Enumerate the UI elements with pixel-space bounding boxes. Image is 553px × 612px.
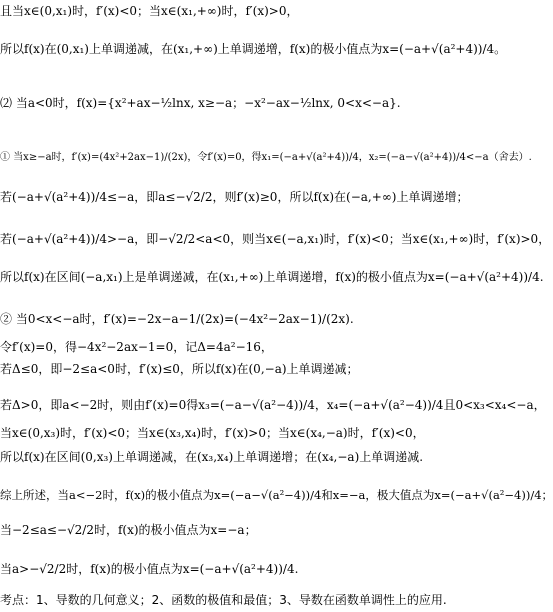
text-line-8: ② 当0<x<−a时，f′(x)=−2x−a−1/(2x)=(−4x²−2ax−1)/(2x). [0, 312, 354, 326]
text-line-2: 所以f(x)在(0,x₁)上单调递减，在(x₁,+∞)上单调递增，f(x)的极小值点为x=(−a+√(a²+4))/4。 [0, 42, 507, 56]
text-line-14: 综上所述，当a<−2时，f(x)的极小值点为x=(−a−√(a²−4))/4和x=−a，极大值点为x=(−a+√(a²−4))/4； [0, 488, 553, 502]
text-line-16: 当a>−√2/2时，f(x)的极小值点为x=(−a+√(a²+4))/4. [0, 562, 299, 576]
text-line-7: 所以f(x)在区间(−a,x₁)上是单调递减，在(x₁,+∞)上单调递增，f(x)的极小值点为x=(−a+√(a²+4))/4. [0, 270, 544, 284]
text-line-6: 若(−a+√(a²+4))/4>−a，即−√2/2<a<0，则当x∈(−a,x₁)时，f′(x)<0；当x∈(x₁,+∞)时，f′(x)>0， [0, 232, 551, 246]
text-line-10: 若Δ≤0，即−2≤a<0时，f′(x)≤0，所以f(x)在(0,−a)上单调递减； [0, 362, 359, 376]
text-line-13: 所以f(x)在区间(0,x₃)上单调递减，在(x₃,x₄)上单调递增；在(x₄,−a)上单调递减. [0, 450, 424, 464]
text-line-11: 若Δ>0，即a<−2时，则由f′(x)=0得x₃=(−a−√(a²−4))/4，x₄=(−a+√(a²−4))/4且0<x₃<x₄<−a， [0, 398, 546, 412]
text-line-1: 且当x∈(0,x₁)时，f′(x)<0；当x∈(x₁,+∞)时，f′(x)>0， [0, 4, 299, 18]
text-line-15: 当−2≤a≤−√2/2时，f(x)的极小值点为x=−a； [0, 523, 257, 537]
text-line-3: ⑵ 当a<0时，f(x)={x²+ax−½lnx, x≥−a；−x²−ax−½lnx, 0<x<−a}. [0, 96, 401, 110]
text-line-9: 令f′(x)=0，得−4x²−2ax−1=0，记Δ=4a²−16， [0, 340, 273, 354]
text-line-12: 当x∈(0,x₃)时，f′(x)<0；当x∈(x₃,x₄)时，f′(x)>0；当x∈(x₄,−a)时，f′(x)<0， [0, 426, 425, 440]
text-line-4: ① 当x≥−a时，f′(x)=(4x²+2ax−1)/(2x)，令f′(x)=0，得x₁=(−a+√(a²+4))/4，x₂=(−a−√(a²+4))/4<−a（舍去）. [0, 152, 532, 163]
key-points-line: 考点：1、导数的几何意义；2、函数的极值和最值；3、导数在函数单调性上的应用. [0, 593, 447, 607]
text-line-5: 若(−a+√(a²+4))/4≤−a，即a≤−√2/2，则f′(x)≥0，所以f(x)在(−a,+∞)上单调递增； [0, 190, 469, 204]
